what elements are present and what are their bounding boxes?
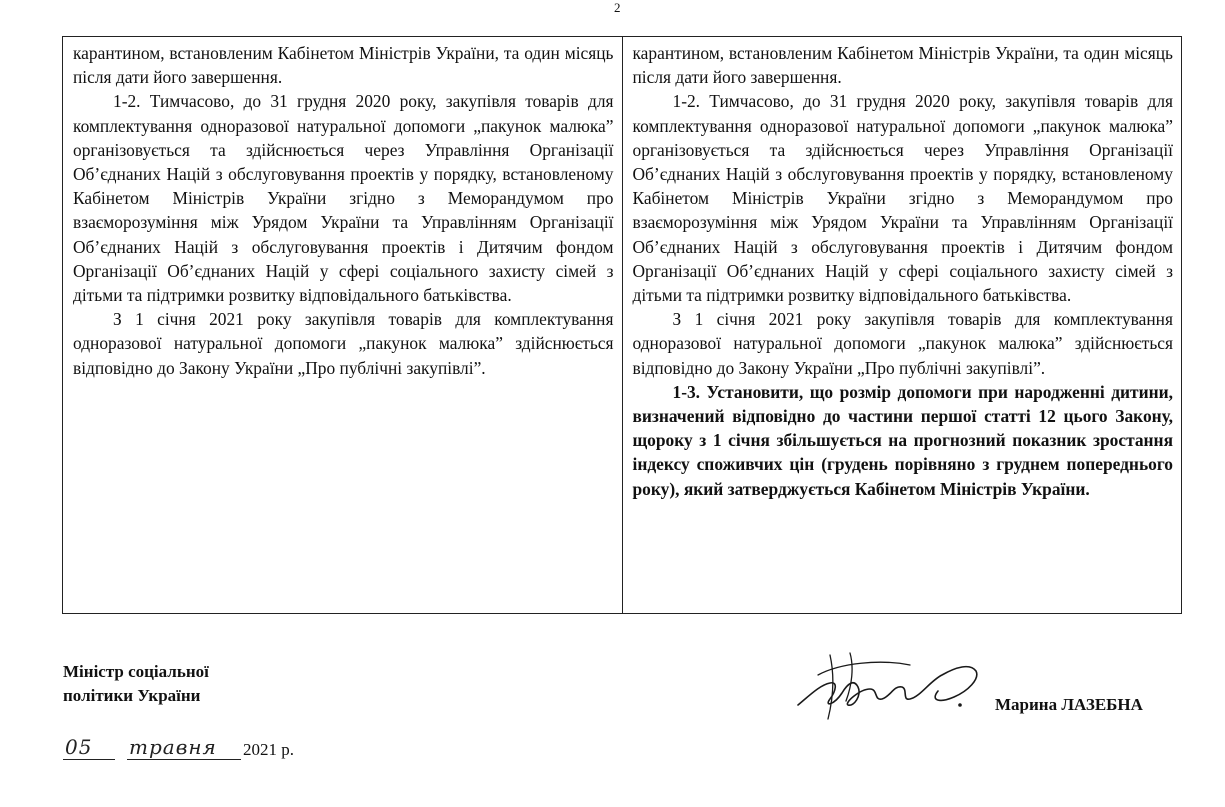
left-column-cell (63, 37, 623, 614)
right-paragraph-1: карантином, встановленим Кабінетом Міністрів України, та один місяць після дати його завершення. (632, 43, 1173, 88)
signer-title-line-1: Міністр соціальної (63, 662, 209, 681)
date-month-handwritten: травня (127, 735, 241, 760)
left-paragraph-2: 1-2. Тимчасово, до 31 грудня 2020 року, закупівля товарів для комплектування одноразової натуральної допомоги „пакунок малюка” організовується та здійснюється через Управління Організації Об’єднаних Націй з обслуговування проектів у порядку, встановленому Кабінетом Міністрів України згідно з Меморандумом про взаєморозуміння між Урядом України та Управлінням Організації Об’єднаних Націй з обслуговування проектів і Дитячим фондом Організації Об’єднаних Націй у сфері соціального захисту сімей з дітьми та підтримки розвитку відповідального батьківства. (73, 91, 614, 306)
date-year: 2021 р. (243, 740, 294, 759)
page-number: 2 (614, 0, 621, 15)
signature-date (63, 735, 294, 760)
date-day-handwritten: 05 (63, 735, 115, 760)
left-paragraph-1: карантином, встановленим Кабінетом Міністрів України, та один місяць після дати його завершення. (73, 43, 614, 88)
right-paragraph-3: З 1 січня 2021 року закупівля товарів для комплектування одноразової натуральної допомоги „пакунок малюка” здійснюється відповідно до Закону України „Про публічні закупівлі”. (632, 309, 1173, 378)
comparison-table (62, 36, 1182, 614)
table-row (63, 37, 1182, 614)
signer-title-line-2: політики України (63, 686, 201, 705)
signer-title (63, 660, 209, 708)
left-paragraph-3: З 1 січня 2021 року закупівля товарів для комплектування одноразової натуральної допомоги „пакунок малюка” здійснюється відповідно до Закону України „Про публічні закупівлі”. (73, 309, 614, 378)
signer-name: Марина ЛАЗЕБНА (995, 695, 1143, 714)
handwritten-signature-icon (790, 645, 990, 725)
right-paragraph-new-1-3: 1-3. Установити, що розмір допомоги при народженні дитини, визначений відповідно до частини першої статті 12 цього Закону, щороку з 1 січня збільшується на прогнозний показник зростання індексу споживчих цін (грудень порівняно з груднем попереднього року), який затверджується Кабінетом Міністрів України. (632, 381, 1173, 499)
right-column-cell (622, 37, 1182, 614)
right-paragraph-2: 1-2. Тимчасово, до 31 грудня 2020 року, закупівля товарів для комплектування одноразової натуральної допомоги „пакунок малюка” організовується та здійснюється через Управління Організації Об’єднаних Націй з обслуговування проектів у порядку, встановленому Кабінетом Міністрів України згідно з Меморандумом про взаєморозуміння між Урядом України та Управлінням Організації Об’єднаних Націй з обслуговування проектів і Дитячим фондом Організації Об’єднаних Націй у сфері соціального захисту сімей з дітьми та підтримки розвитку відповідального батьківства. (632, 91, 1173, 306)
